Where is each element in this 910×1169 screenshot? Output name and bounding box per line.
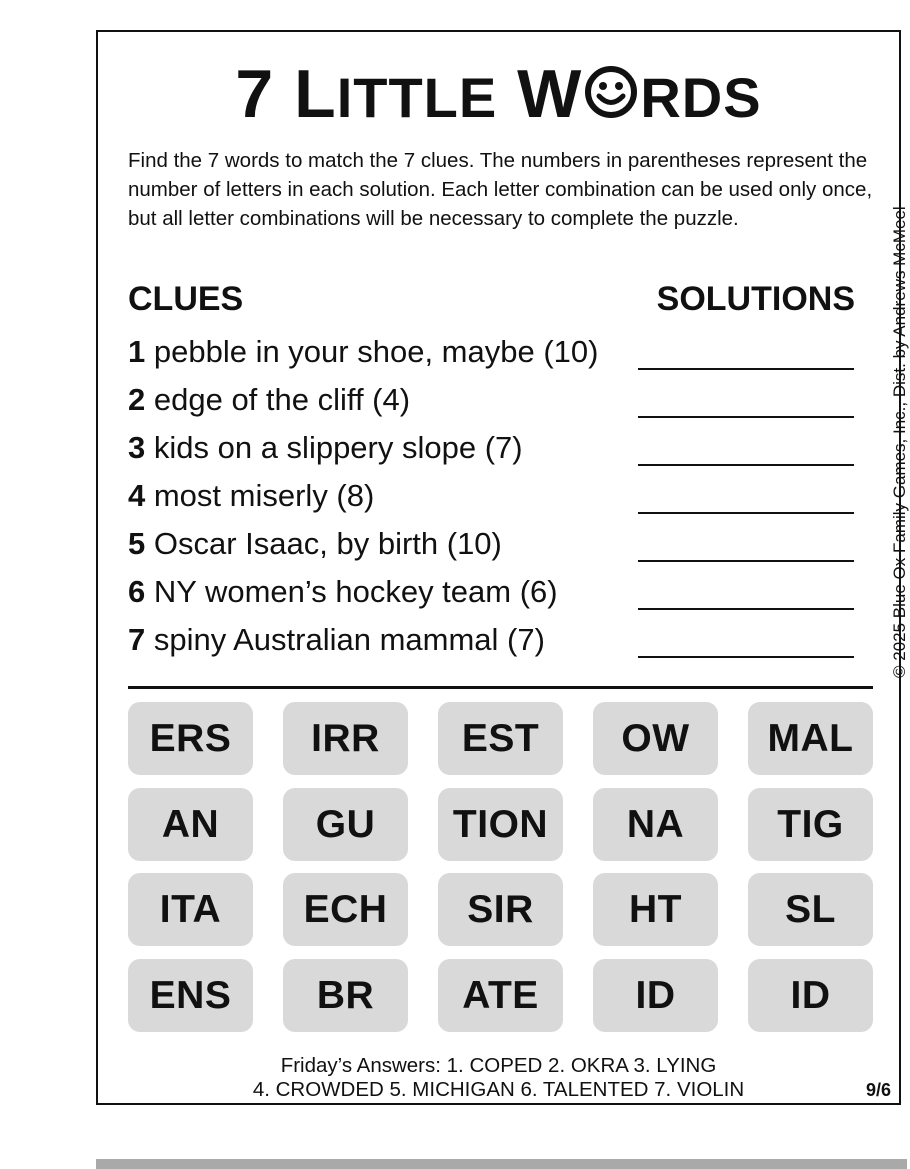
puzzle-title [98, 54, 899, 138]
puzzle-frame [96, 30, 901, 1105]
clue-text: NY women’s hockey team (6) [145, 574, 558, 609]
letter-tile[interactable]: ITA [128, 873, 253, 946]
clue-number: 5 [128, 526, 146, 561]
clues-header: CLUES [128, 280, 244, 318]
letter-tile[interactable]: ECH [283, 873, 408, 946]
clue-number: 4 [128, 478, 146, 513]
letter-tile[interactable]: ERS [128, 702, 253, 775]
clue-row [128, 478, 374, 514]
letter-tile[interactable]: SL [748, 873, 873, 946]
solution-blank[interactable] [638, 608, 854, 610]
letter-tile[interactable]: GU [283, 788, 408, 861]
letter-tile[interactable]: TIG [748, 788, 873, 861]
letter-tile[interactable]: AN [128, 788, 253, 861]
clue-number: 3 [128, 430, 146, 465]
letter-tile[interactable]: NA [593, 788, 718, 861]
clue-text: most miserly (8) [145, 478, 375, 513]
solution-blank[interactable] [638, 368, 854, 370]
smiley-face-icon [584, 65, 638, 119]
clue-row [128, 526, 502, 562]
solution-blank[interactable] [638, 656, 854, 658]
letter-tile[interactable]: BR [283, 959, 408, 1032]
instructions: Find the 7 words to match the 7 clues. The numbers in parentheses represent the number of letters in each solution. Each letter combination can be used only once, but all letter combinations will be necessary to complete the puzzle. [128, 149, 873, 230]
clue-text: edge of the cliff (4) [145, 382, 411, 417]
clue-row [128, 334, 598, 370]
letter-tile[interactable]: EST [438, 702, 563, 775]
letter-tile[interactable]: OW [593, 702, 718, 775]
solution-blank[interactable] [638, 416, 854, 418]
page-bottom-bar [96, 1159, 907, 1169]
solution-blank[interactable] [638, 560, 854, 562]
letter-tile[interactable]: IRR [283, 702, 408, 775]
letter-tile[interactable]: TION [438, 788, 563, 861]
clue-row [128, 622, 545, 658]
clue-text: pebble in your shoe, maybe (10) [145, 334, 599, 369]
divider-rule [128, 686, 873, 689]
letter-tile[interactable]: ENS [128, 959, 253, 1032]
title-word1-rest: ITTLE [336, 66, 498, 129]
clue-text: spiny Australian mammal (7) [145, 622, 545, 657]
letter-tile[interactable]: ID [748, 959, 873, 1032]
clue-row [128, 430, 523, 466]
clue-number: 2 [128, 382, 146, 417]
letter-tile[interactable]: ID [593, 959, 718, 1032]
letter-tile[interactable]: SIR [438, 873, 563, 946]
clue-text: Oscar Isaac, by birth (10) [145, 526, 502, 561]
previous-answers [98, 1054, 899, 1102]
answers-line-1: Friday’s Answers: 1. COPED 2. OKRA 3. LYING [280, 1054, 717, 1077]
puzzle-date: 9/6 [865, 1080, 891, 1100]
title-word2-initial: W [517, 56, 583, 132]
title-word1-initial: L [294, 56, 337, 132]
clue-number: 7 [128, 622, 146, 657]
clue-number: 1 [128, 334, 146, 369]
solution-blank[interactable] [638, 512, 854, 514]
clue-text: kids on a slippery slope (7) [145, 430, 523, 465]
clue-row [128, 574, 558, 610]
letter-tile[interactable]: ATE [438, 959, 563, 1032]
solution-blank[interactable] [638, 464, 854, 466]
solutions-header: SOLUTIONS [656, 280, 855, 318]
title-number: 7 [235, 56, 275, 132]
title-word2-rest: RDS [640, 66, 762, 129]
clue-number: 6 [128, 574, 146, 609]
answers-line-2: 4. CROWDED 5. MICHIGAN 6. TALENTED 7. VIOLIN [252, 1078, 745, 1101]
letter-tile[interactable]: MAL [748, 702, 873, 775]
clue-row [128, 382, 410, 418]
copyright-notice: © 2025 Blue Ox Family Games, Inc., Dist. by Andrews McMeel [890, 206, 909, 678]
letter-tile[interactable]: HT [593, 873, 718, 946]
